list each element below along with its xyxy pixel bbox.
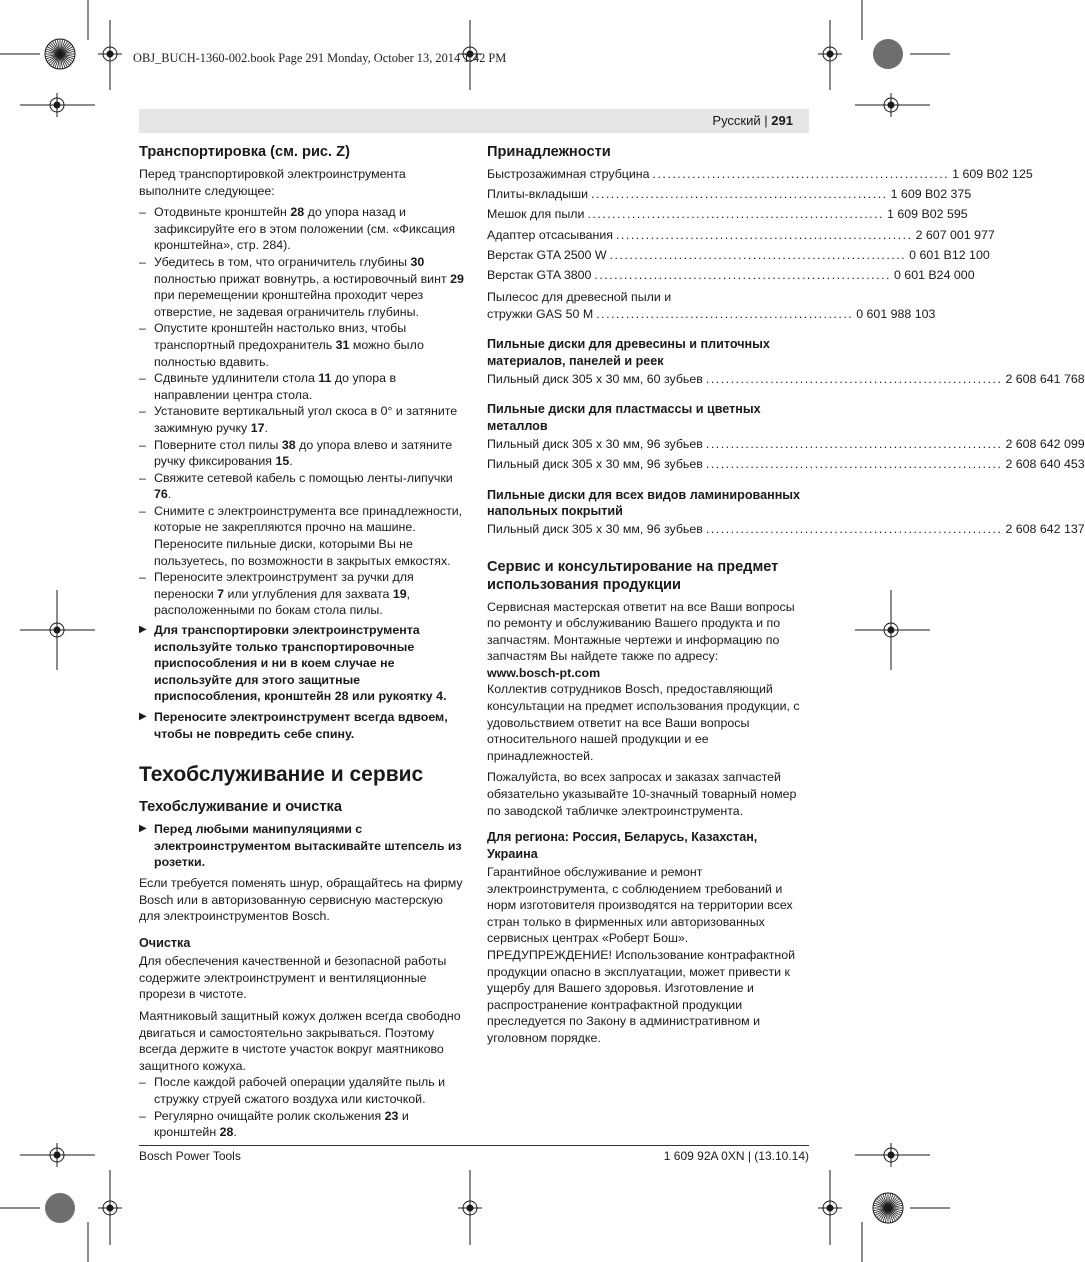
maintenance-title: Техобслуживание и очистка	[139, 799, 342, 816]
accessory-vacuum-line2: стружки GAS 50 M	[487, 307, 594, 322]
left-column	[139, 141, 465, 1141]
accessory-number: 1 609 B02 375	[890, 187, 972, 202]
cleaning-list	[139, 1074, 465, 1140]
accessory-name: Верстак GTA 3800	[487, 267, 592, 282]
transport-item: – Убедитесь в том, что ограничитель глубины 30 полностью прижат вовнутрь, а юстировочный винт 29 при перемещении кронштейна проходит через отверстие, не задевая ограничитель глубины.	[139, 254, 465, 320]
transport-item: – Поверните стол пилы 38 до упора влево и затяните ручку фиксирования 15.	[139, 437, 465, 470]
dot-leader: ............................................................	[652, 167, 950, 181]
accessories-title: Принадлежности	[487, 144, 611, 160]
reference-number: 28	[290, 205, 305, 220]
reference-number: 17	[250, 420, 265, 435]
blades-plastic-title: Пильные диски для пластмассы и цветных металлов	[487, 402, 761, 433]
blade-number: 2 608 642 099	[1005, 437, 1085, 452]
accessory-number: 0 601 B12 100	[909, 247, 990, 262]
consult-text-3: Пожалуйста, во всех запросах и заказах запчастей обязательно указывайте 10-значный товарный номер по заводской табличке электроинструмента.	[487, 770, 797, 818]
accessory-name: Верстак GTA 2500 W	[487, 247, 607, 262]
accessory-name: Адаптер отсасывания	[487, 227, 614, 242]
footer-rule	[139, 1145, 809, 1146]
maintenance-text: Если требуется поменять шнур, обращайтесь на фирму Bosch или в авторизованную сервисную мастерскую для электроинструментов Bosch.	[139, 875, 463, 924]
reference-number: 11	[318, 371, 332, 386]
service-title: Техобслуживание и сервис	[139, 763, 424, 787]
accessory-row	[487, 206, 968, 226]
blades-wood-list	[487, 371, 1085, 391]
blade-name: Пильный диск 305 x 30 мм, 96 зубьев	[487, 522, 703, 537]
accessory-name: Мешок для пыли	[487, 207, 585, 222]
accessory-number: 2 607 001 977	[915, 227, 995, 242]
dot-leader: ....................................................	[596, 307, 854, 322]
accessory-row	[487, 186, 972, 206]
header-separator: |	[764, 113, 768, 128]
reference-number: 28	[219, 1125, 234, 1140]
blade-number: 2 608 641 768	[1005, 372, 1085, 387]
reference-number: 31	[335, 337, 350, 352]
cleaning-item: – После каждой рабочей операции удаляйте пыль и стружку струей сжатого воздуха или кисточкой.	[139, 1074, 465, 1107]
blade-number: 2 608 642 137	[1005, 522, 1085, 537]
cleaning-text-2: Маятниковый защитный кожух должен всегда свободно двигаться и самостоятельно закрываться. Поэтому всегда держите в чистоте участок вокруг маятниково защитного кожуха.	[139, 1008, 461, 1073]
reference-number: 29	[450, 271, 464, 286]
right-column	[487, 141, 1085, 1052]
transport-title: Транспортировка (см. рис. Z)	[139, 144, 350, 160]
dot-leader: ............................................................	[616, 227, 913, 242]
dot-leader: ............................................................	[705, 457, 1003, 472]
reference-number: 7	[217, 586, 225, 601]
dot-leader: ............................................................	[705, 372, 1003, 387]
accessory-row	[487, 247, 990, 267]
region-title: Для региона: Россия, Беларусь, Казахстан, Украина	[487, 830, 758, 861]
blade-name: Пильный диск 305 x 30 мм, 96 зубьев	[487, 457, 703, 472]
page-header-bar	[139, 109, 809, 133]
dot-leader: ............................................................	[705, 522, 1003, 537]
accessory-vacuum-line1: Пылесос для древесной пыли и	[487, 290, 672, 305]
accessory-row	[487, 166, 1033, 186]
blades-laminate-list	[487, 521, 1085, 541]
reference-number: 19	[392, 586, 407, 601]
accessory-row	[487, 227, 995, 247]
dot-leader: ............................................................	[587, 207, 884, 222]
blade-name: Пильный диск 305 x 30 мм, 60 зубьев	[487, 372, 703, 387]
cleaning-title: Очистка	[139, 935, 191, 950]
page-header	[712, 113, 793, 130]
blade-number: 2 608 640 453	[1005, 457, 1085, 472]
transport-item: – Сдвиньте удлинители стола 11 до упора в направлении центра стола.	[139, 370, 465, 403]
book-info-line: OBJ_BUCH-1360-002.book Page 291 Monday, October 13, 2014 1:42 PM	[133, 51, 507, 65]
dot-leader: ............................................................	[594, 267, 891, 282]
reference-number: 23	[384, 1108, 399, 1123]
header-language: Русский	[712, 113, 761, 128]
transport-intro: Перед транспортировкой электроинструмента выполните следующее:	[139, 167, 406, 198]
page-number: 291	[771, 113, 793, 128]
transport-item: – Свяжите сетевой кабель с помощью ленты-липучки 76.	[139, 470, 465, 503]
transport-item: – Отодвиньте кронштейн 28 до упора назад и зафиксируйте его в этом положении (см. «Фиксация кронштейна», стр. 284).	[139, 204, 465, 254]
blade-row	[487, 456, 1085, 476]
accessory-vacuum	[487, 289, 936, 326]
accessory-row	[487, 267, 975, 287]
transport-item: – Установите вертикальный угол скоса в 0° и затяните зажимную ручку 17.	[139, 403, 465, 436]
accessory-number: 0 601 B24 000	[893, 267, 975, 282]
accessory-name: Быстрозажимная струбцина	[487, 167, 650, 181]
blades-wood-title: Пильные диски для древесины и плиточных материалов, панелей и реек	[487, 337, 770, 368]
consult-title: Сервис и консультирование на предмет использования продукции	[487, 558, 779, 593]
reference-number: 15	[275, 454, 290, 469]
blade-row	[487, 371, 1085, 391]
reference-number: 30	[410, 254, 425, 269]
dot-leader: ............................................................	[705, 437, 1003, 452]
transport-item: – Переносите электроинструмент за ручки для переноски 7 или углубления для захвата 19, расположенными по бокам стола пилы.	[139, 569, 465, 619]
accessory-vacuum-number: 0 601 988 103	[856, 307, 936, 322]
transport-list	[139, 204, 465, 619]
accessory-number: 1 609 B02 125	[952, 167, 1033, 181]
consult-text-2: Коллектив сотрудников Bosch, предоставляющий консультации на предмет использования продукции, с удовольствием ответит на все Ваши вопросы относительного нашей продукции и ее принадлежностей.	[487, 682, 800, 763]
transport-item: – Опустите кронштейн настолько вниз, чтобы транспортный предохранитель 31 можно было полностью вдавить.	[139, 320, 465, 370]
cleaning-text-1: Для обеспечения качественной и безопасной работы содержите электроинструмент и вентиляционные прорези в чистоте.	[139, 954, 447, 1002]
transport-warning-2: ▶ Переносите электроинструмент всегда вдвоем, чтобы не повредить себе спину.	[139, 709, 465, 742]
dot-leader: ............................................................	[609, 247, 907, 262]
region-text-1: Гарантийное обслуживание и ремонт электроинструмента, с соблюдением требований и норм изготовителя производятся на территории всех стран только в фирменных или авторизованных сервисных центрах «Роберт Бош».	[487, 865, 793, 946]
cleaning-item: – Регулярно очищайте ролик скольжения 23 и кронштейн 28.	[139, 1108, 465, 1141]
accessory-number: 1 609 B02 595	[887, 207, 968, 222]
reference-number: 76	[154, 487, 168, 502]
footer-doc-number: 1 609 92A 0XN | (13.10.14)	[663, 1149, 809, 1163]
footer-brand: Bosch Power Tools	[139, 1149, 241, 1163]
region-text-2: ПРЕДУПРЕЖДЕНИЕ! Использование контрафактной продукции опасно в эксплуатации, может привести к ущербу для Вашего здоровья. Изготовление и распространение контрафактной продукции преследуется по Закону в административном и уголовном порядке.	[487, 948, 796, 1045]
blade-row	[487, 521, 1085, 541]
reference-number: 38	[281, 437, 296, 452]
maintenance-warning: ▶ Перед любыми манипуляциями с электроинструментом вытаскивайте штепсель из розетки.	[139, 821, 465, 871]
blades-plastic-list	[487, 436, 1085, 476]
transport-warning-1: ▶ Для транспортировки электроинструмента используйте только транспортировочные приспособления и ни в коем случае не используйте для этого защитные приспособления, кронштейн 28 или рукоятку 4.	[139, 622, 465, 705]
blade-row	[487, 436, 1085, 456]
accessory-name: Плиты-вкладыши	[487, 187, 589, 202]
consult-url: www.bosch-pt.com	[487, 665, 601, 680]
dot-leader: ............................................................	[591, 187, 888, 202]
blade-name: Пильный диск 305 x 30 мм, 96 зубьев	[487, 437, 703, 452]
transport-item: – Снимите с электроинструмента все принадлежности, которые не закрепляются прочно на машине. Переносите пильные диски, которыми Вы не пользуетесь, по возможности в закрытых емкостях.	[139, 503, 465, 569]
consult-text-1: Сервисная мастерская ответит на все Ваши вопросы по ремонту и обслуживанию Вашего продукта и по запчастям. Монтажные чертежи и информацию по запчастям Вы найдете также по адресу:	[487, 599, 795, 664]
blades-laminate-title: Пильные диски для всех видов ламинированных напольных покрытий	[487, 487, 801, 518]
accessories-list	[487, 166, 1033, 287]
